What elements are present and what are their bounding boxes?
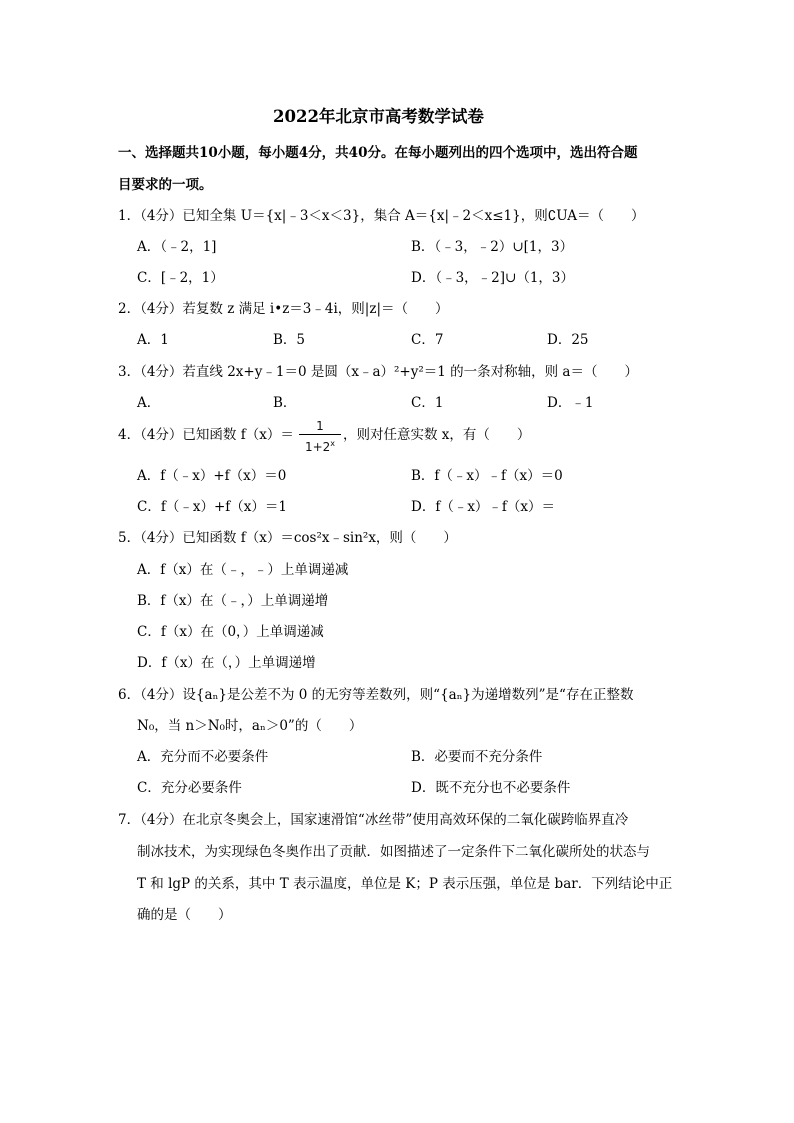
- question-4-option-b: B．f（﹣x）﹣f（x）＝0: [411, 468, 563, 484]
- question-4-option-a: A．f（﹣x）+f（x）＝0: [137, 468, 287, 484]
- question-2-option-c: C．7: [411, 332, 444, 348]
- question-6-stem-line-2: N₀，当 n＞N₀时，aₙ＞0”的（ ）: [137, 718, 363, 734]
- question-5-option-d: D．f（x）在（，）上单调递增: [137, 655, 316, 671]
- section-heading-line-1: 一、选择题共10小题，每小题4分，共40分。在每小题列出的四个选项中，选出符合题: [118, 145, 638, 161]
- page-title: 2022年北京市高考数学试卷: [273, 107, 484, 126]
- question-1-option-a: A．（﹣2，1]: [137, 239, 217, 255]
- question-7-stem-line-1: 7．（4分）在北京冬奥会上，国家速滑馆“冰丝带”使用高效环保的二氧化碳跨临界直冷: [118, 812, 629, 828]
- question-1-option-b: B．（﹣3，﹣2）∪[1，3）: [411, 239, 574, 255]
- fraction-denominator: [297, 435, 343, 456]
- section-heading-line-2: 目要求的一项。: [118, 177, 213, 193]
- question-4-option-c: C．f（﹣x）+f（x）＝1: [137, 499, 287, 515]
- question-3-option-c: C．1: [411, 395, 444, 411]
- question-4-option-d: D．f（﹣x）﹣f（x）＝: [411, 499, 556, 515]
- question-5-option-b: B．f（x）在（﹣，）上单调递增: [137, 593, 329, 609]
- question-3-option-a: A．: [137, 395, 161, 411]
- question-6-option-b: B．必要而不充分条件: [411, 749, 543, 765]
- fraction-expression: [297, 418, 343, 456]
- question-2-option-a: A．1: [137, 332, 169, 348]
- question-3-option-d: D．﹣1: [547, 395, 594, 411]
- question-3-option-b: B．: [273, 395, 297, 411]
- question-4-stem-prefix: 4．（4分）已知函数 f（x）＝: [118, 427, 294, 443]
- question-5-option-a: A．f（x）在（﹣，﹣）上单调递减: [137, 562, 349, 578]
- fraction-denominator-exponent: x: [330, 439, 336, 448]
- question-1-stem: 1．（4分）已知全集 U＝{x|﹣3＜x＜3}，集合 A＝{x|﹣2＜x≤1}，则∁UA＝（ ）: [118, 208, 645, 224]
- question-7-stem-line-4: 确的是（ ）: [137, 907, 232, 923]
- fraction-denominator-base: 1+2: [304, 440, 331, 454]
- question-5-stem: 5．（4分）已知函数 f（x）＝cos²x﹣sin²x，则（ ）: [118, 530, 457, 546]
- question-6-option-c: C．充分必要条件: [137, 780, 242, 796]
- question-5-option-c: C．f（x）在（0，）上单调递减: [137, 624, 324, 640]
- question-3-stem: 3．（4分）若直线 2x+y﹣1＝0 是圆（x﹣a）²+y²＝1 的一条对称轴，则 a＝（ ）: [118, 364, 638, 380]
- question-6-stem-line-1: 6．（4分）设{aₙ}是公差不为 0 的无穷等差数列，则“{aₙ}为递增数列”是“存在正整数: [118, 687, 634, 703]
- question-7-stem-line-2: 制冰技术，为实现绿色冬奥作出了贡献．如图描述了一定条件下二氧化碳所处的状态与: [137, 844, 650, 860]
- question-2-option-d: D．25: [547, 332, 589, 348]
- question-2-stem: 2．（4分）若复数 z 满足 i•z＝3﹣4i，则|z|＝（ ）: [118, 301, 449, 317]
- question-1-option-d: D．（﹣3，﹣2]∪（1，3）: [411, 270, 575, 286]
- question-6-option-a: A．充分而不必要条件: [137, 749, 269, 765]
- question-1-option-c: C．[﹣2，1）: [137, 270, 224, 286]
- fraction-numerator: 1: [316, 419, 324, 433]
- question-2-option-b: B．5: [273, 332, 306, 348]
- question-7-stem-line-3: T 和 lgP 的关系，其中 T 表示温度，单位是 K；P 表示压强，单位是 bar．下列结论中正: [137, 876, 673, 892]
- question-4-stem-suffix: ，则对任意实数 x，有（ ）: [343, 427, 531, 443]
- question-6-option-d: D．既不充分也不必要条件: [411, 780, 571, 796]
